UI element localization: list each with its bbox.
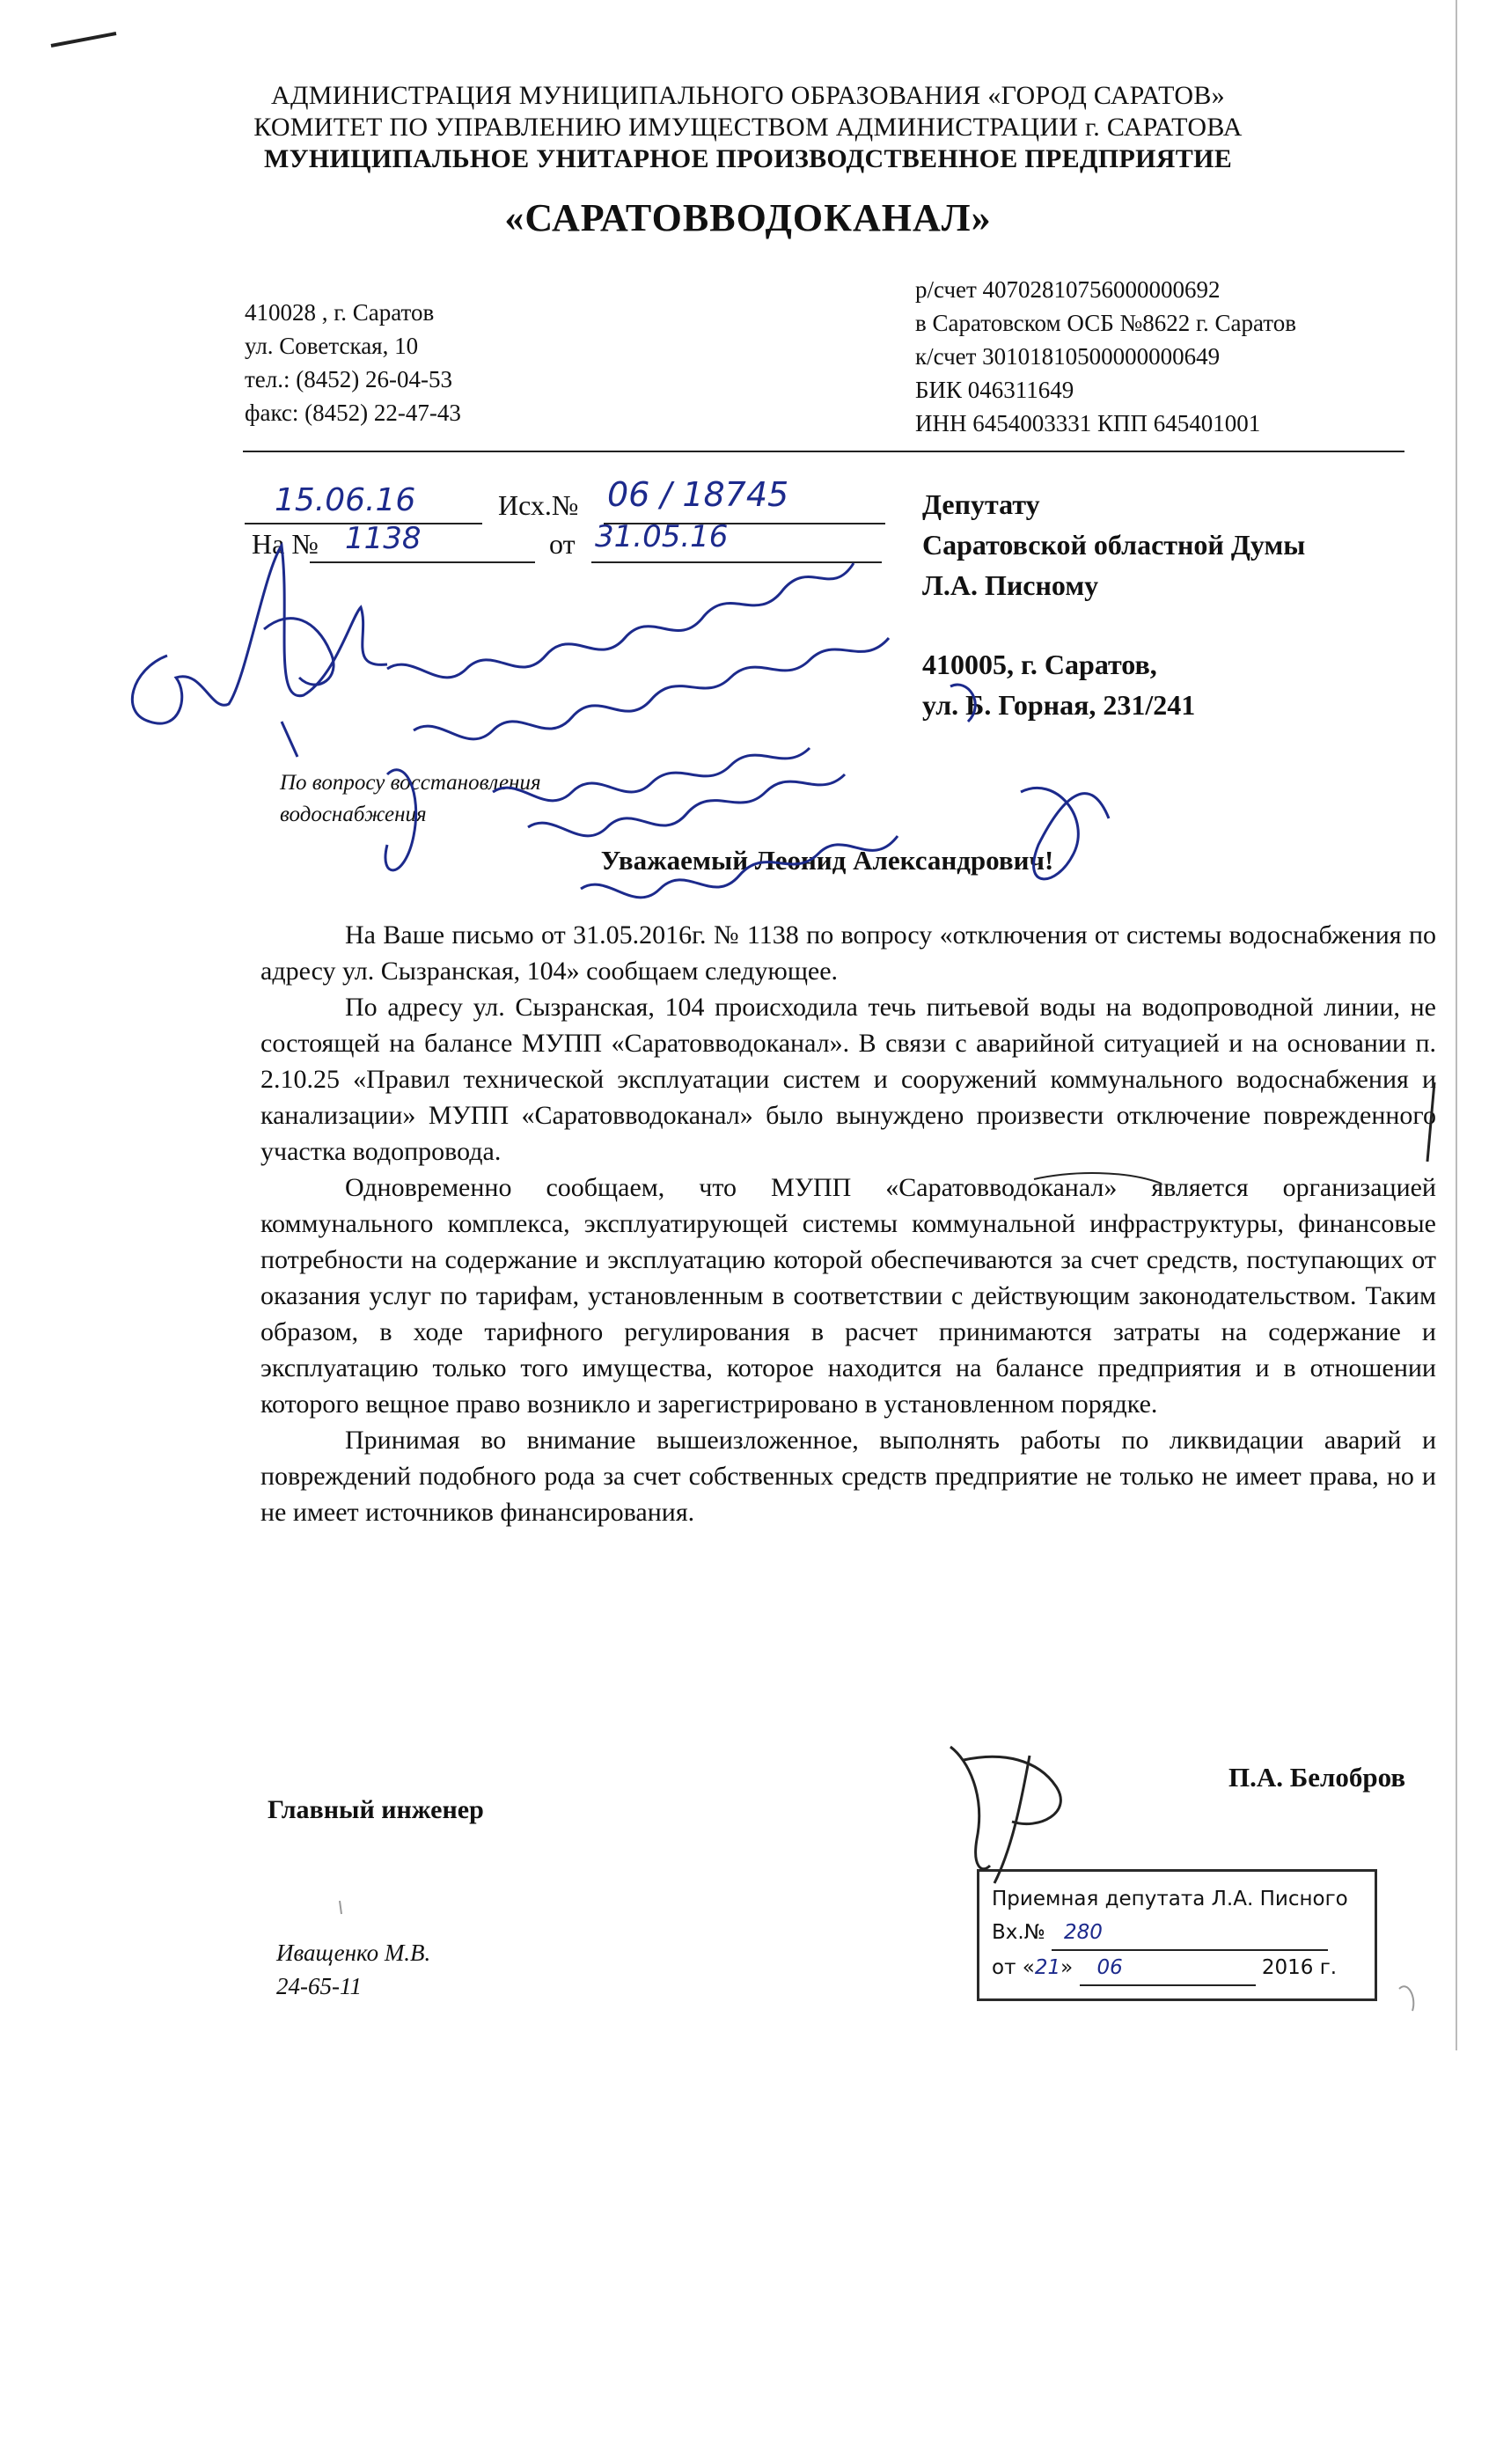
stamp-year: 2016 г. xyxy=(1261,1956,1338,1979)
greeting: Уважаемый Леонид Александрович! xyxy=(600,845,1054,876)
stamp-date-mid: » xyxy=(1060,1956,1074,1979)
organization-name: «САРАТОВВОДОКАНАЛ» xyxy=(504,196,992,239)
bank-account: р/счет 40702810756000000692 xyxy=(915,276,1221,303)
header-divider xyxy=(243,451,1404,452)
reply-number: 1138 xyxy=(345,521,422,556)
sender-address xyxy=(245,296,461,429)
resolution-signature xyxy=(132,546,387,757)
engineer-signature xyxy=(950,1747,1060,1883)
stamp-month: 06 xyxy=(1080,1951,1256,1986)
subject-line: По вопросу восстановления xyxy=(280,771,541,795)
paragraph-4: Принимая во внимание вышеизложенное, выполнять работы по ликвидации аварий и повреждений подобного рода за счет собственных средств предприятие не только не имеет права, но и не имеет источников финансирования. xyxy=(260,1426,1436,1527)
fax-line: факс: (8452) 22-47-43 xyxy=(245,400,461,426)
address-line: 410028 , г. Саратов xyxy=(245,299,435,326)
outgoing-ref-label: Исх.№ xyxy=(498,489,579,521)
corner-mark xyxy=(1399,1986,1413,2011)
signatory-title: Главный инженер xyxy=(268,1795,484,1824)
addressee-org: Саратовской областной Думы xyxy=(922,529,1306,561)
correspondent-account: к/счет 30101810500000000649 xyxy=(915,343,1221,370)
addressee-block xyxy=(922,484,1305,725)
from-underline xyxy=(591,561,882,563)
addressee-street: ул. Б. Горная, 231/241 xyxy=(922,689,1196,721)
phone-line: тел.: (8452) 26-04-53 xyxy=(245,366,452,392)
enterprise-header: МУНИЦИПАЛЬНОЕ УНИТАРНОЕ ПРОИЗВОДСТВЕННОЕ ПРЕДПРИЯТИЕ xyxy=(263,144,1233,173)
stamp-date-prefix: от « xyxy=(992,1956,1035,1979)
paragraph-2: По адресу ул. Сызранская, 104 происходила течь питьевой воды на водопроводной линии, не состоящей на балансе МУПП «Саратовводоканал». В связи с аварийной ситуацией и на основании п. 2.10.25 «Правил технической эксплуатации систем и сооружений коммунального водоснабжения и канализации» МУПП «Саратовводоканал» было вынуждено произвести отключение поврежденного участка водопровода. xyxy=(260,993,1436,1166)
executor-name: Иващенко М.В. xyxy=(276,1940,431,1966)
paragraph-1: На Ваше письмо от 31.05.2016г. № 1138 по вопросу «отключения от системы водоснабжения по адресу ул. Сызранская, 104» сообщаем следующее. xyxy=(260,920,1436,986)
from-date: 31.05.16 xyxy=(595,519,729,554)
addressee-city: 410005, г. Саратов, xyxy=(922,649,1157,680)
subject xyxy=(280,767,541,831)
subject-line: водоснабжения xyxy=(280,803,427,826)
reception-stamp xyxy=(977,1869,1377,2001)
letter-body xyxy=(260,917,1436,1530)
stamp-day: 21 xyxy=(1034,1956,1061,1979)
paragraph-3: Одновременно сообщаем, что МУПП «Саратовводоканал» является организацией коммунального комплекса, эксплуатирующей системы коммунальной инфраструктуры, финансовые потребности на содержание и эксплуатацию которой обеспечиваются за счет средств, поступающих от оказания услуг по тарифам, установленным в соответствии с действующим законодательством. Таким образом, в ходе тарифного регулирования в расчет принимаются затраты на содержание и эксплуатацию только того имущества, которое находится на балансе предприятия и в отношении которого вещное право возникло и зарегистрировано в установленном порядке. xyxy=(260,1173,1436,1419)
stamp-incoming-row xyxy=(992,1916,1362,1951)
scan-mark xyxy=(51,33,116,46)
address-line: ул. Советская, 10 xyxy=(245,333,419,359)
executor xyxy=(276,1936,430,2003)
from-label: от xyxy=(549,528,576,560)
stamp-in-label: Вх.№ xyxy=(992,1921,1045,1944)
admin-header: АДМИНИСТРАЦИЯ МУНИЦИПАЛЬНОГО ОБРАЗОВАНИЯ «ГОРОД САРАТОВ» xyxy=(271,81,1225,110)
dot-mark xyxy=(340,1901,341,1914)
stamp-date-row xyxy=(992,1951,1362,1986)
bank-details xyxy=(915,273,1296,440)
reply-underline xyxy=(310,561,535,563)
executor-phone: 24-65-11 xyxy=(276,1973,362,1999)
addressee-name: Л.А. Писному xyxy=(922,569,1099,601)
committee-header: КОМИТЕТ ПО УПРАВЛЕНИЮ ИМУЩЕСТВОМ АДМИНИСТРАЦИИ г. САРАТОВА xyxy=(253,113,1243,142)
inn-kpp: ИНН 6454003331 КПП 645401001 xyxy=(915,410,1261,436)
bank-branch: в Саратовском ОСБ №8622 г. Саратов xyxy=(915,310,1296,336)
reply-label: На № xyxy=(252,528,319,560)
addressee-title: Депутату xyxy=(922,488,1040,520)
bik: БИК 046311649 xyxy=(915,377,1074,403)
signatory-name: П.А. Белобров xyxy=(1228,1762,1406,1793)
outgoing-date: 15.06.16 xyxy=(275,482,416,518)
outgoing-ref-number: 06 / 18745 xyxy=(607,475,789,514)
stamp-in-number: 280 xyxy=(1052,1916,1328,1951)
stamp-title: Приемная депутата Л.А. Писного xyxy=(992,1888,1348,1910)
